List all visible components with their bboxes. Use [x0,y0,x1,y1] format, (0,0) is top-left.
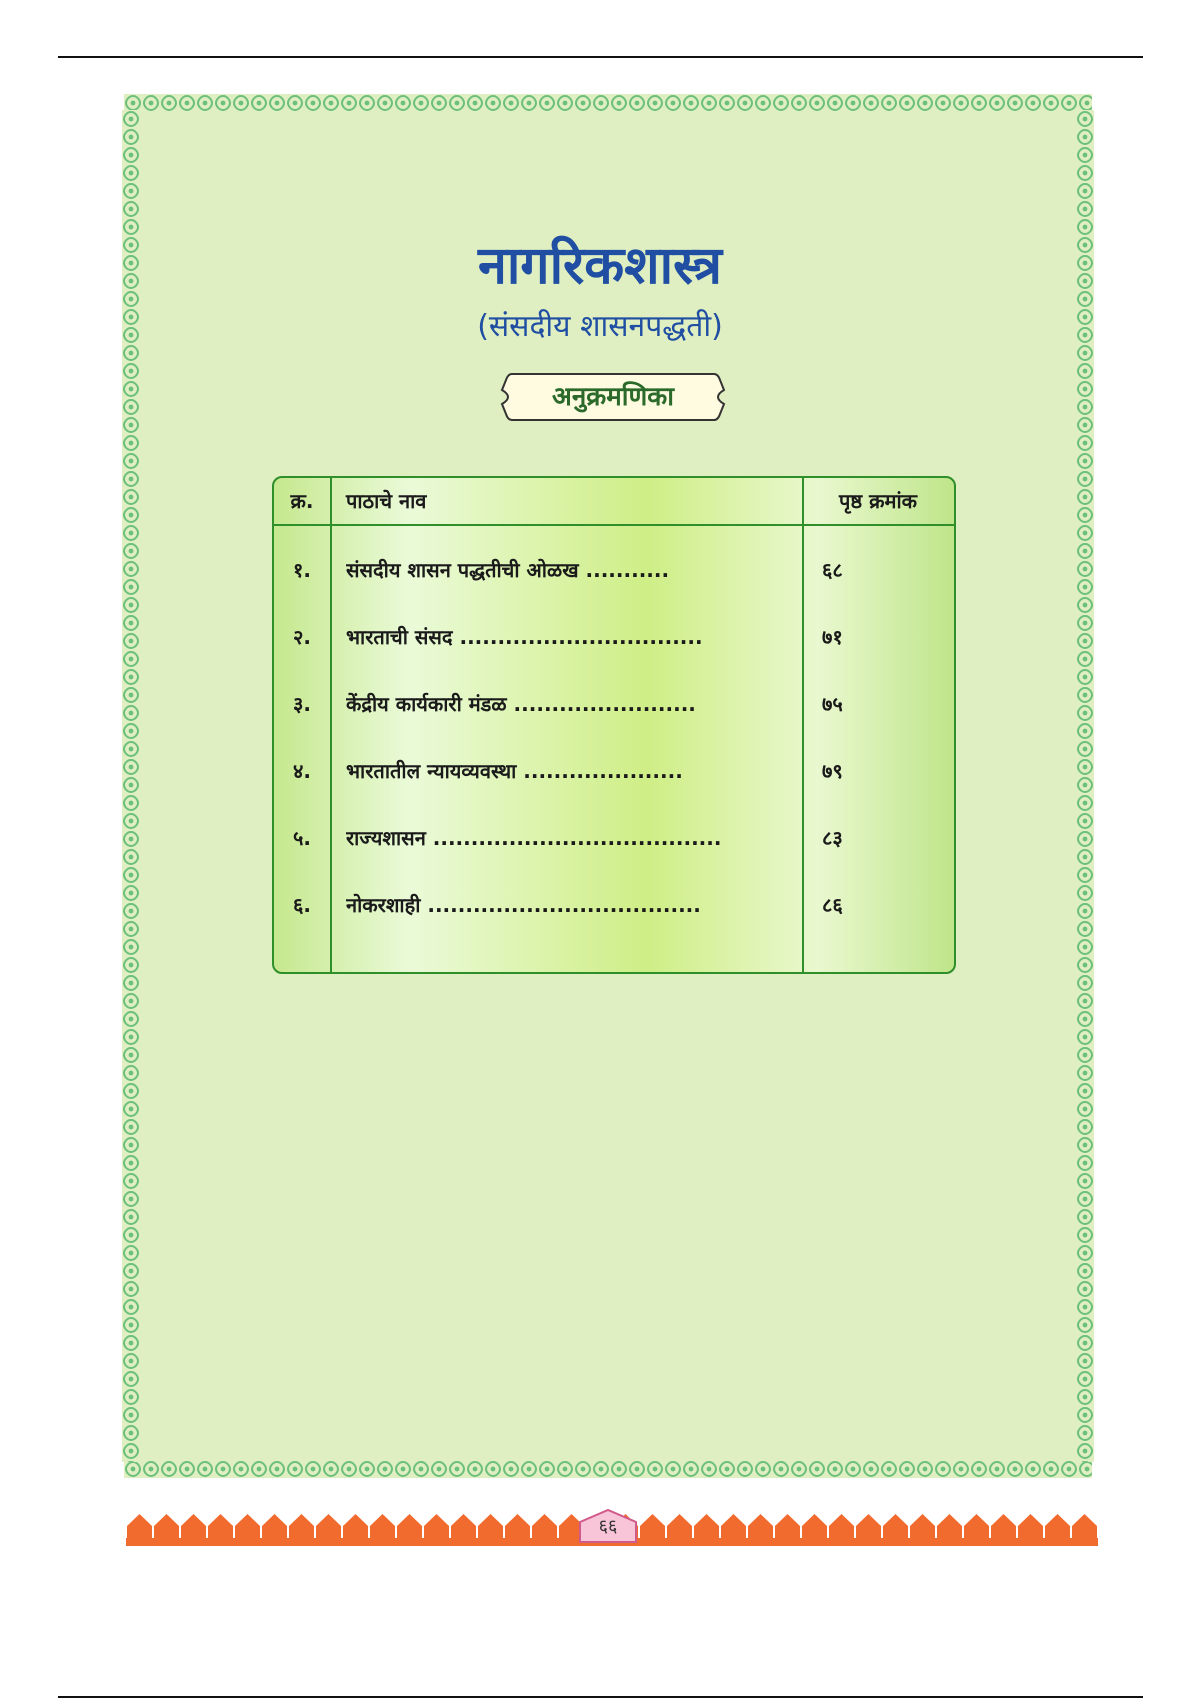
row-lesson-name: भारतातील न्यायव्यवस्था ..................... [346,759,683,783]
table-row[interactable] [274,818,954,858]
row-page-number: ७९ [822,759,843,783]
row-serial: ३. [293,692,311,716]
page-title: नागरिकशास्त्र [477,236,723,296]
row-serial: ६. [293,893,311,917]
contents-badge-label: अनुक्रमणिका [551,382,675,412]
header-lesson-name: पाठाचे नाव [346,489,427,513]
table-row[interactable] [274,550,954,590]
row-page-number: ७५ [822,692,843,716]
row-serial: १. [293,558,311,582]
header-serial: क्र. [290,489,314,513]
row-page-number: ६८ [822,558,843,582]
page-number-tag [576,1508,640,1544]
page-subtitle: (संसदीय शासनपद्धती) [477,309,723,344]
row-page-number: ७१ [822,625,843,649]
contents-badge [498,370,728,424]
table-row[interactable] [274,617,954,657]
row-serial: ५. [293,826,311,850]
decorative-border-bottom [124,1460,1092,1478]
row-page-number: ८३ [822,826,843,850]
row-lesson-name: राज्यशासन ...................................... [346,826,722,850]
row-lesson-name: केंद्रीय कार्यकारी मंडळ ........................ [346,692,696,716]
row-lesson-name: भारताची संसद ................................ [346,625,703,649]
row-serial: २. [293,625,311,649]
row-page-number: ८६ [822,893,843,917]
row-lesson-name: नोकरशाही .................................... [346,893,701,917]
row-serial: ४. [293,759,311,783]
table-row[interactable] [274,684,954,724]
bottom-rule [58,1696,1143,1698]
header-page-number: पृष्ठ क्रमांक [839,489,917,513]
row-lesson-name: संसदीय शासन पद्धतीची ओळख ........... [346,558,670,582]
table-row[interactable] [274,751,954,791]
top-rule [58,56,1143,58]
decorative-border-top [124,94,1092,112]
page-number: ६६ [598,1516,618,1537]
header-divider [274,524,954,526]
contents-table [272,476,956,974]
table-row[interactable] [274,885,954,925]
